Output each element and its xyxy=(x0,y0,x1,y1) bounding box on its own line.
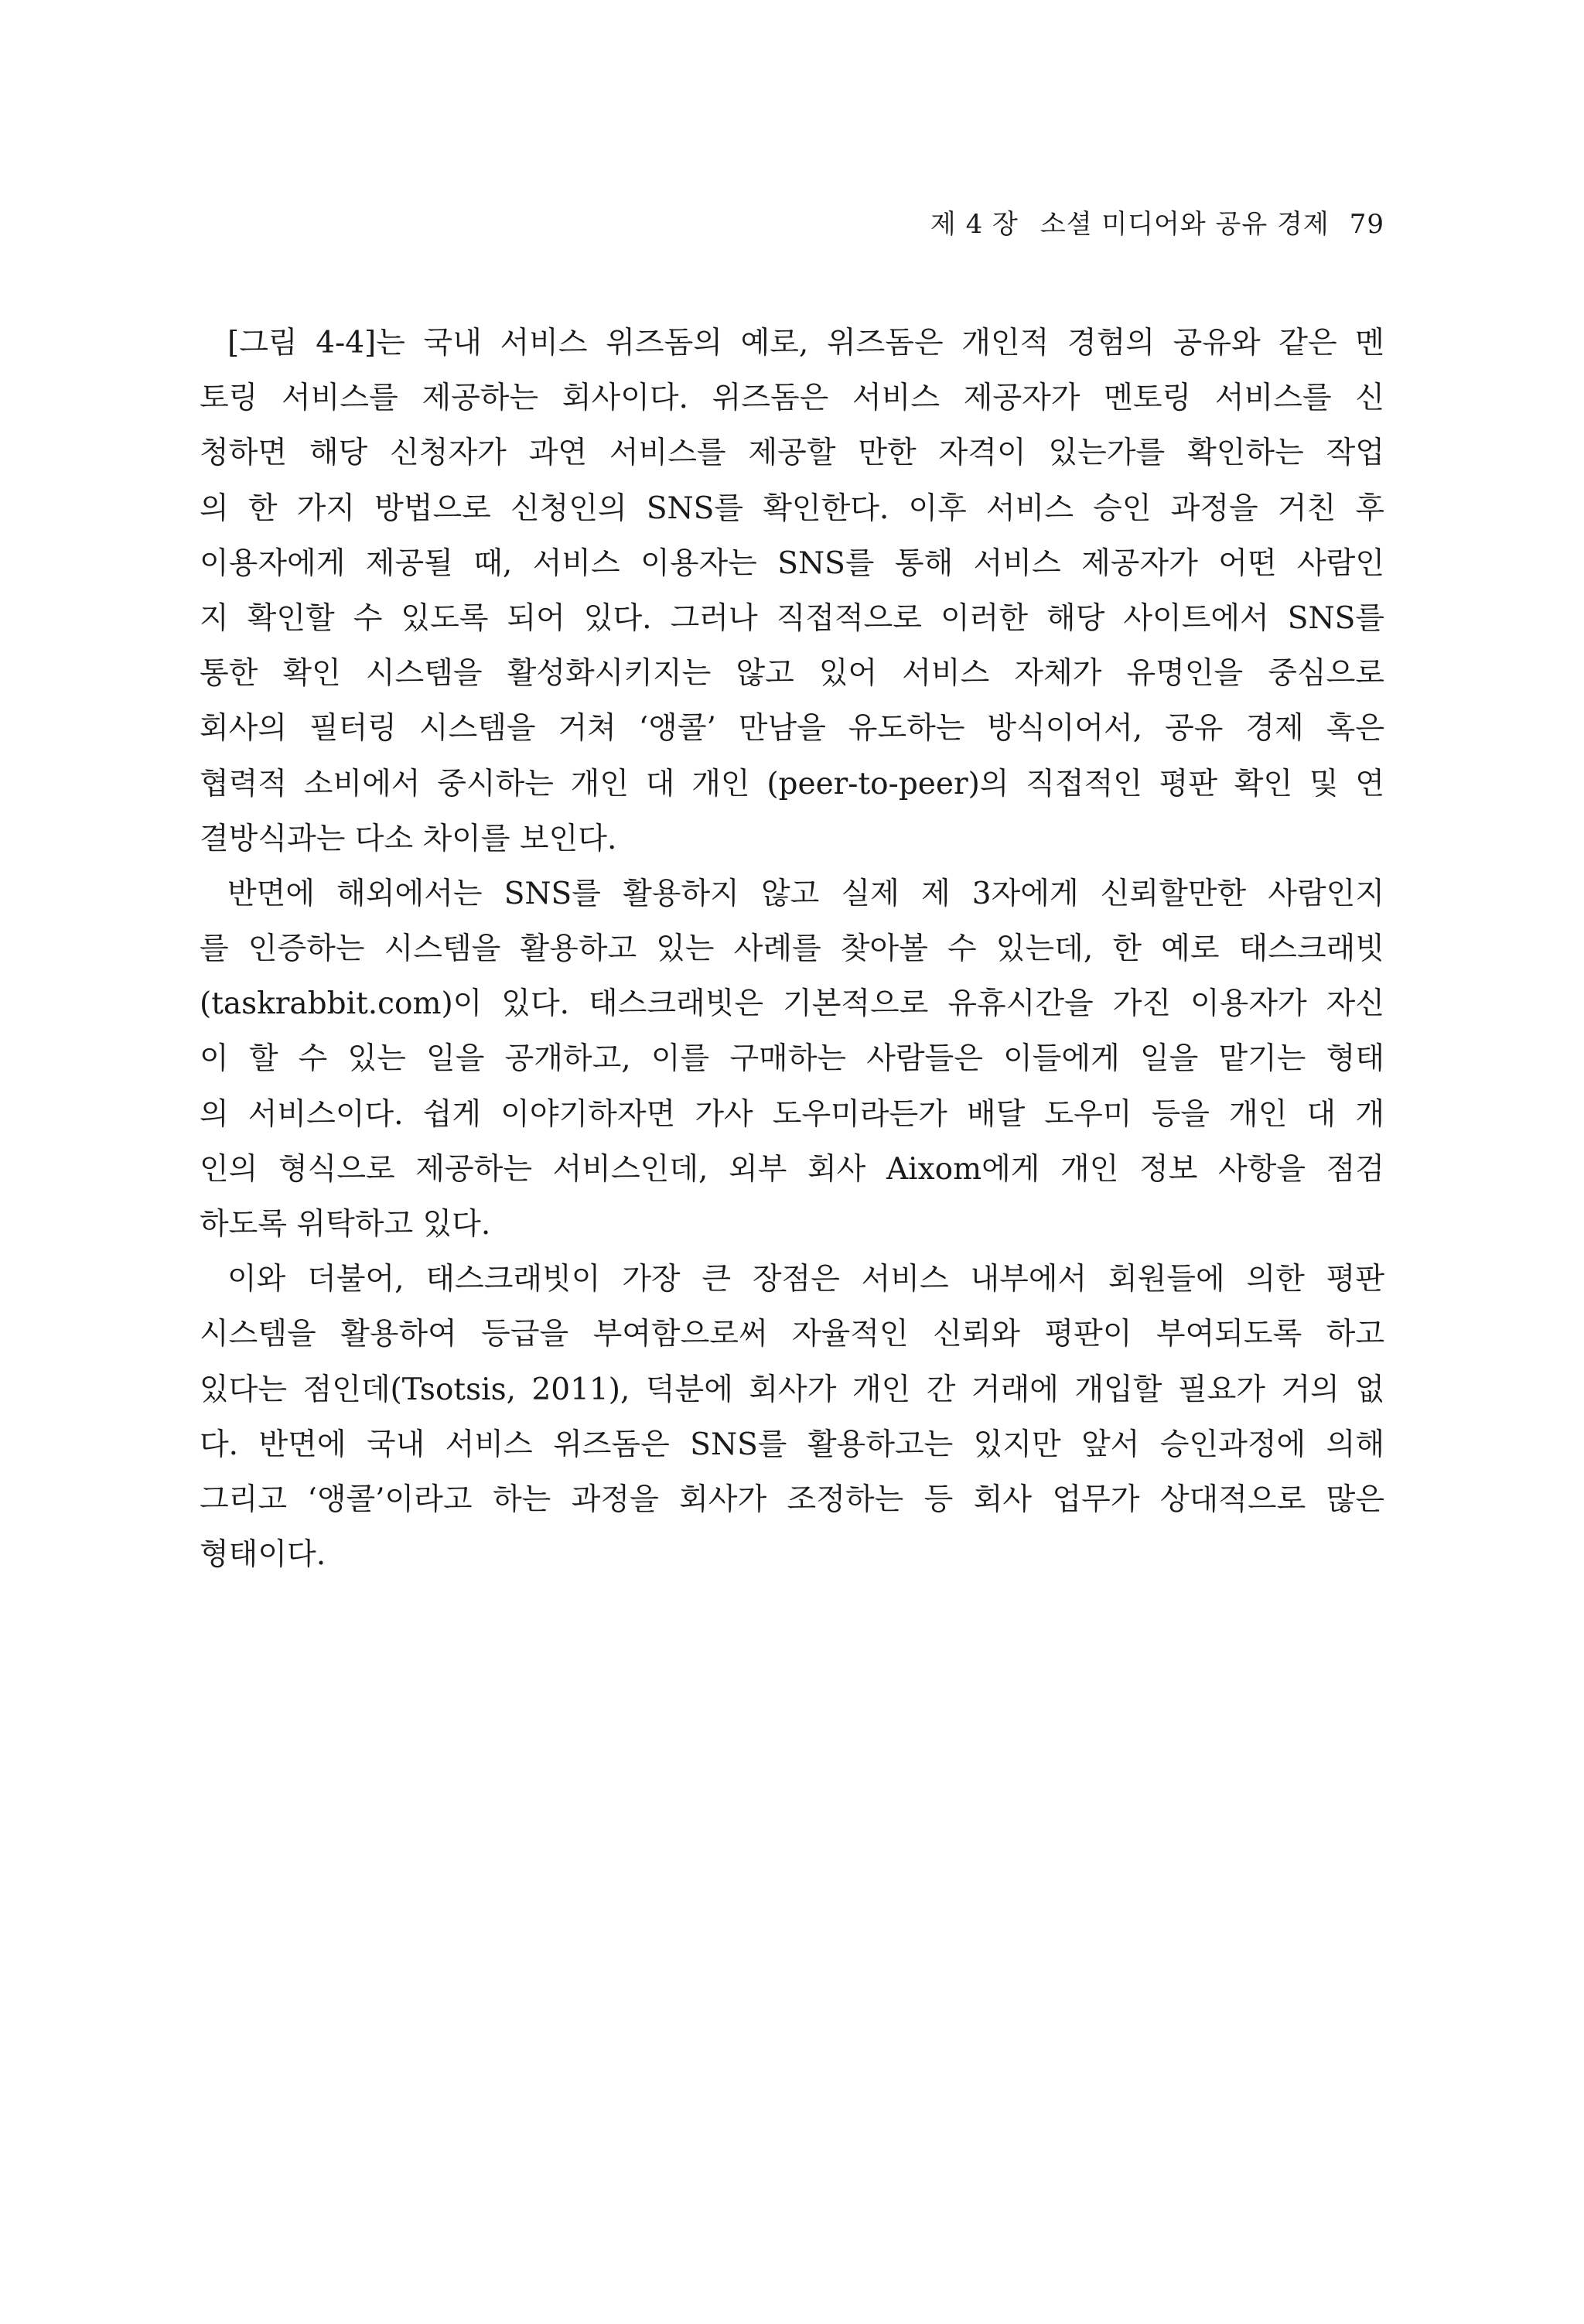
paragraph xyxy=(200,316,1384,866)
page-number: 79 xyxy=(1349,209,1384,240)
text-line: 를 인증하는 시스템을 활용하고 있는 사례를 찾아볼 수 있는데, 한 예로 태스크래빗 xyxy=(200,931,1384,967)
text-line: 하도록 위탁하고 있다. xyxy=(200,1207,491,1242)
text-line: (taskrabbit.com)이 있다. 태스크래빗은 기본적으로 유휴시간을 가진 이용자가 자신 xyxy=(200,986,1384,1022)
text-line: 의 한 가지 방법으로 신청인의 SNS를 확인한다. 이후 서비스 승인 과정을 거친 후 xyxy=(200,490,1384,526)
text-line: 시스템을 활용하여 등급을 부여함으로써 자율적인 신뢰와 평판이 부여되도록 하고 xyxy=(200,1317,1384,1352)
text-line: 인의 형식으로 제공하는 서비스인데, 외부 회사 Aixom에게 개인 정보 사항을 점검 xyxy=(200,1151,1384,1187)
text-line: 이와 더불어, 태스크래빗이 가장 큰 장점은 서비스 내부에서 회원들에 의한 평판 xyxy=(227,1262,1384,1297)
text-line: 회사의 필터링 시스템을 거쳐 ‘앵콜’ 만남을 유도하는 방식이어서, 공유 경제 혹은 xyxy=(200,711,1384,747)
paragraph xyxy=(200,1252,1384,1582)
text-line: 토링 서비스를 제공하는 회사이다. 위즈돔은 서비스 제공자가 멘토링 서비스를 신 xyxy=(200,381,1384,416)
text-line: 형태이다. xyxy=(200,1537,326,1573)
text-line: 다. 반면에 국내 서비스 위즈돔은 SNS를 활용하고는 있지만 앞서 승인과정에 의해 xyxy=(200,1427,1384,1462)
text-line: 지 확인할 수 있도록 되어 있다. 그러나 직접적으로 이러한 해당 사이트에서 SNS를 xyxy=(200,600,1384,636)
text-line: [그림 4-4]는 국내 서비스 위즈돔의 예로, 위즈돔은 개인적 경험의 공유와 같은 멘 xyxy=(227,326,1384,361)
text-line: 청하면 해당 신청자가 과연 서비스를 제공할 만한 자격이 있는가를 확인하는 작업 xyxy=(200,436,1384,471)
text-line: 협력적 소비에서 중시하는 개인 대 개인 (peer-to-peer)의 직접적인 평판 확인 및 연 xyxy=(200,766,1384,801)
section-title: 소셜 미디어와 공유 경제 xyxy=(1040,209,1330,240)
text-line: 그리고 ‘앵콜’이라고 하는 과정을 회사가 조정하는 등 회사 업무가 상대적으로 많은 xyxy=(200,1482,1384,1517)
chapter-label: 제 4 장 xyxy=(930,209,1019,240)
text-line: 있다는 점인데(Tsotsis, 2011), 덕분에 회사가 개인 간 거래에 개입할 필요가 거의 없 xyxy=(200,1372,1384,1407)
running-header xyxy=(930,207,1384,241)
text-line: 의 서비스이다. 쉽게 이야기하자면 가사 도우미라든가 배달 도우미 등을 개인 대 개 xyxy=(200,1096,1384,1132)
text-line: 반면에 해외에서는 SNS를 활용하지 않고 실제 제 3자에게 신뢰할만한 사람인지 xyxy=(227,876,1384,911)
body-text xyxy=(200,316,1384,1582)
text-line: 이용자에게 제공될 때, 서비스 이용자는 SNS를 통해 서비스 제공자가 어떤 사람인 xyxy=(200,545,1384,581)
text-line: 이 할 수 있는 일을 공개하고, 이를 구매하는 사람들은 이들에게 일을 맡기는 형태 xyxy=(200,1041,1384,1077)
text-line: 통한 확인 시스템을 활성화시키지는 않고 있어 서비스 자체가 유명인을 중심으로 xyxy=(200,656,1384,692)
text-line: 결방식과는 다소 차이를 보인다. xyxy=(200,821,617,856)
paragraph xyxy=(200,866,1384,1252)
